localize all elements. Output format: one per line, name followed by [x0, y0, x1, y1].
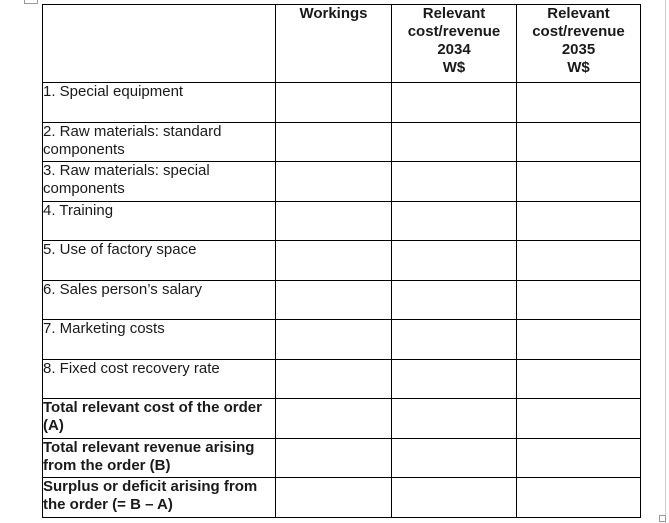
table-row [43, 320, 641, 360]
table-resize-handle[interactable] [659, 515, 666, 522]
table-row [43, 162, 641, 202]
workings-cell[interactable] [276, 438, 392, 478]
workings-cell[interactable] [276, 478, 392, 518]
value-2035-cell[interactable] [517, 122, 641, 162]
value-2034-cell[interactable] [392, 359, 517, 399]
header-label-cell[interactable] [43, 5, 276, 83]
value-2034-cell[interactable] [392, 122, 517, 162]
table-row [43, 359, 641, 399]
header-workings[interactable] [276, 5, 392, 83]
row-label[interactable]: 5. Use of factory space [43, 241, 276, 281]
row-label[interactable]: 6. Sales person’s salary [43, 280, 276, 320]
relevant-cost-table [42, 4, 641, 518]
value-2034-cell[interactable] [392, 399, 517, 439]
value-2034-cell[interactable] [392, 438, 517, 478]
header-2035-line-4: W$ [567, 59, 590, 76]
value-2034-cell[interactable] [392, 320, 517, 360]
value-2034-cell[interactable] [392, 201, 517, 241]
header-2034-line-3: 2034 [437, 41, 471, 58]
header-row [43, 5, 641, 83]
value-2035-cell[interactable] [517, 83, 641, 123]
table-row-surplus-deficit [43, 478, 641, 518]
workings-cell[interactable] [276, 122, 392, 162]
value-2035-cell[interactable] [517, 241, 641, 281]
workings-cell[interactable] [276, 201, 392, 241]
header-2035-line-2: cost/revenue [532, 23, 625, 40]
value-2035-cell[interactable] [517, 280, 641, 320]
workings-cell[interactable] [276, 241, 392, 281]
value-2034-cell[interactable] [392, 162, 517, 202]
table-row-total-cost [43, 399, 641, 439]
value-2035-cell[interactable] [517, 359, 641, 399]
row-label[interactable]: 8. Fixed cost recovery rate [43, 359, 276, 399]
value-2034-cell[interactable] [392, 241, 517, 281]
header-2035-line-3: 2035 [561, 41, 596, 58]
workings-cell[interactable] [276, 320, 392, 360]
workings-cell[interactable] [276, 280, 392, 320]
table-move-handle[interactable] [24, 0, 38, 4]
workings-cell[interactable] [276, 162, 392, 202]
value-2035-cell[interactable] [517, 399, 641, 439]
table-row [43, 201, 641, 241]
value-2035-cell[interactable] [517, 438, 641, 478]
value-2035-cell[interactable] [517, 162, 641, 202]
value-2035-cell[interactable] [517, 478, 641, 518]
header-workings-text: Workings [299, 5, 368, 22]
row-label[interactable]: 2. Raw materials: standard components [43, 122, 276, 162]
workings-cell[interactable] [276, 359, 392, 399]
row-label[interactable]: 4. Training [43, 201, 276, 241]
workings-cell[interactable] [276, 399, 392, 439]
row-label[interactable]: 1. Special equipment [43, 83, 276, 123]
value-2034-cell[interactable] [392, 280, 517, 320]
header-2034-line-2: cost/revenue [407, 23, 501, 40]
header-2034-line-4: W$ [442, 59, 466, 76]
table-row-total-revenue [43, 438, 641, 478]
row-label[interactable]: Total relevant cost of the order (A) [43, 399, 276, 439]
header-2034-line-1: Relevant [422, 5, 486, 22]
value-2035-cell[interactable] [517, 201, 641, 241]
value-2034-cell[interactable] [392, 83, 517, 123]
row-label[interactable]: 7. Marketing costs [43, 320, 276, 360]
table-row [43, 241, 641, 281]
value-2035-cell[interactable] [517, 320, 641, 360]
row-label[interactable]: Total relevant revenue arising from the order (B) [43, 438, 276, 478]
table-row [43, 280, 641, 320]
page-edge-divider [665, 0, 666, 523]
value-2034-cell[interactable] [392, 478, 517, 518]
header-relevant-2034[interactable] [392, 5, 517, 83]
table-row [43, 122, 641, 162]
header-2035-line-1: Relevant [547, 5, 610, 22]
header-relevant-2035[interactable] [517, 5, 641, 83]
table-row [43, 83, 641, 123]
row-label[interactable]: 3. Raw materials: special components [43, 162, 276, 202]
row-label[interactable]: Surplus or deficit arising from the order (= B – A) [43, 478, 276, 518]
workings-cell[interactable] [276, 83, 392, 123]
